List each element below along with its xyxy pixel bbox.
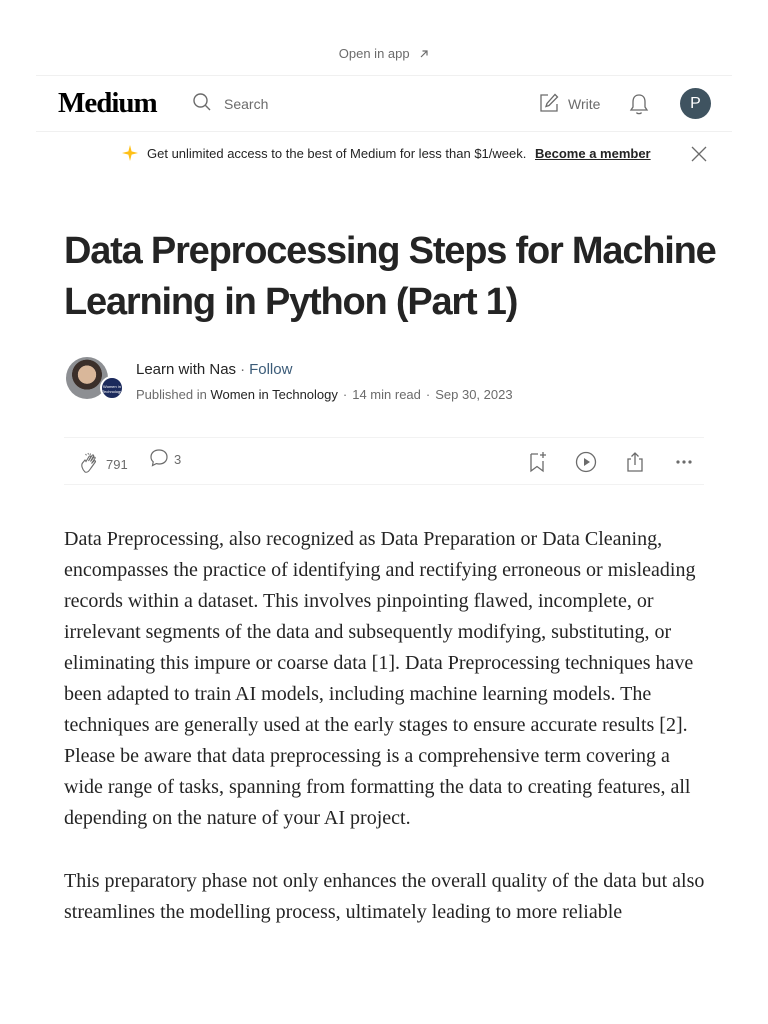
write-button[interactable] xyxy=(538,92,600,116)
publish-date: Sep 30, 2023 xyxy=(435,387,513,402)
publication-avatar[interactable]: Women in Technology xyxy=(100,376,124,400)
read-time: 14 min read xyxy=(352,387,421,402)
published-in-label: Published in xyxy=(136,387,207,402)
bookmark-plus-icon[interactable] xyxy=(525,450,549,474)
author-line xyxy=(136,361,292,378)
response-count: 3 xyxy=(174,452,182,467)
clap-button[interactable] xyxy=(74,451,128,478)
bell-icon xyxy=(628,103,650,120)
clap-icon xyxy=(78,451,102,478)
write-label: Write xyxy=(568,96,601,112)
membership-banner xyxy=(0,144,768,164)
notifications-button[interactable] xyxy=(628,92,650,121)
speech-bubble-icon xyxy=(148,447,170,472)
banner-message: Get unlimited access to the best of Medium for less than $1/week. xyxy=(147,146,527,161)
search-placeholder: Search xyxy=(224,96,269,112)
author-name[interactable]: Learn with Nas xyxy=(136,361,237,378)
separator-dot: · xyxy=(240,361,246,378)
share-icon[interactable] xyxy=(623,450,647,474)
publication-line xyxy=(136,387,513,402)
clap-count: 791 xyxy=(106,457,128,472)
body-paragraph: Data Preprocessing, also recognized as Data Preparation or Data Cleaning, encompasses the practice of identifying and rectifying erroneous or misleading records within a dataset. This involves pinpointing flawed, incomplete, or irrelevant segments of the data and subsequently modifying, substituting, or eliminating this impure or coarse data [1]. Data Preprocessing techniques have been adapted to train AI models, including machine learning models. The techniques are generally used at the early stages to ensure accurate results [2]. Please be aware that data preprocessing is a comprehensive term covering a wide range of tasks, spanning from formatting the data to creating features, all depending on the nature of your AI project. xyxy=(64,528,696,829)
article-title: Data Preprocessing Steps for Machine Learning in Python (Part 1) xyxy=(64,230,716,323)
article-action-bar xyxy=(64,437,704,485)
search-icon xyxy=(192,92,212,117)
more-dots-icon[interactable] xyxy=(672,450,696,474)
open-in-app-link[interactable] xyxy=(0,46,768,62)
body-paragraph: This preparatory phase not only enhances the overall quality of the data but also streamlines the modelling process, ultimately leading to more reliable xyxy=(64,870,705,923)
site-header xyxy=(36,76,732,132)
arrow-up-right-icon xyxy=(419,47,429,62)
sparkle-icon xyxy=(122,145,138,164)
open-in-app-label: Open in app xyxy=(338,46,410,61)
publication-name[interactable]: Women in Technology xyxy=(210,387,338,402)
user-avatar[interactable]: P xyxy=(680,88,711,119)
pencil-square-icon xyxy=(538,92,560,117)
follow-button[interactable]: Follow xyxy=(249,361,293,378)
article-body xyxy=(64,524,712,960)
separator-dot: · xyxy=(425,387,431,402)
separator-dot: · xyxy=(342,387,348,402)
responses-button[interactable] xyxy=(144,451,181,472)
close-icon[interactable] xyxy=(690,145,708,166)
medium-logo[interactable]: Medium xyxy=(58,87,157,119)
become-member-link[interactable]: Become a member xyxy=(535,146,651,161)
search-field[interactable] xyxy=(192,93,268,115)
play-circle-icon[interactable] xyxy=(574,450,598,474)
